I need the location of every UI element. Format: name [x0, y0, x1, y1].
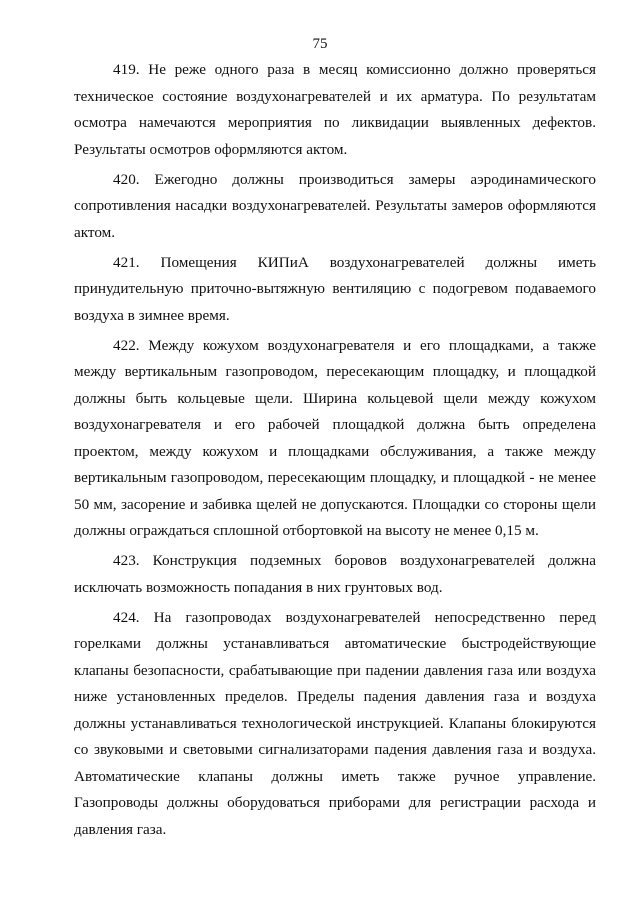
page-number: 75 [312, 36, 328, 52]
paragraph-420: 420. Ежегодно должны производиться замеры аэродинамического сопротивления насадки воздухонагревателей. Результаты замеров оформляются актом. [74, 170, 596, 241]
paragraph-419: 419. Не реже одного раза в месяц комиссионно должно проверяться техническое состояние воздухонагревателей и их арматура. По результатам осмотра намечаются мероприятия по ликвидации выявленных дефектов. Результаты осмотров оформляются актом. [74, 61, 596, 158]
paragraph-423: 423. Конструкция подземных боровов воздухонагревателей должна исключать возможность попадания в них грунтовых вод. [74, 552, 596, 596]
paragraph-421: 421. Помещения КИПиА воздухонагревателей должны иметь принудительную приточно-вытяжную вентиляцию с подогревом подаваемого воздуха в зимнее время. [74, 253, 596, 324]
document-body [74, 57, 596, 847]
paragraph-422: 422. Между кожухом воздухонагревателя и его площадками, а также между вертикальным газопроводом, пересекающим площадку, и площадкой должны быть кольцевые щели. Ширина кольцевой щели между кожухом воздухонагревателя и его рабочей площадкой должна быть определена проектом, между кожухом и площадками обслуживания, а также между вертикальным газопроводом, пересекающим площадку, и площадкой - не менее 50 мм, засорение и забивка щелей не допускаются. Площадки со стороны щели должны ограждаться сплошной отбортовкой на высоту не менее 0,15 м. [74, 336, 596, 539]
paragraph-424: 424. На газопроводах воздухонагревателей непосредственно перед горелками должны устанавливаться автоматические быстродействующие клапаны безопасности, срабатывающие при падении давления газа или воздуха ниже установленных пределов. Пределы падения давления газа и воздуха должны устанавливаться технологической инструкцией. Клапаны блокируются со звуковыми и световыми сигнализаторами падения давления газа и воздуха. Автоматические клапаны должны иметь также ручное управление. Газопроводы должны оборудоваться приборами для регистрации расхода и давления газа. [74, 608, 596, 838]
